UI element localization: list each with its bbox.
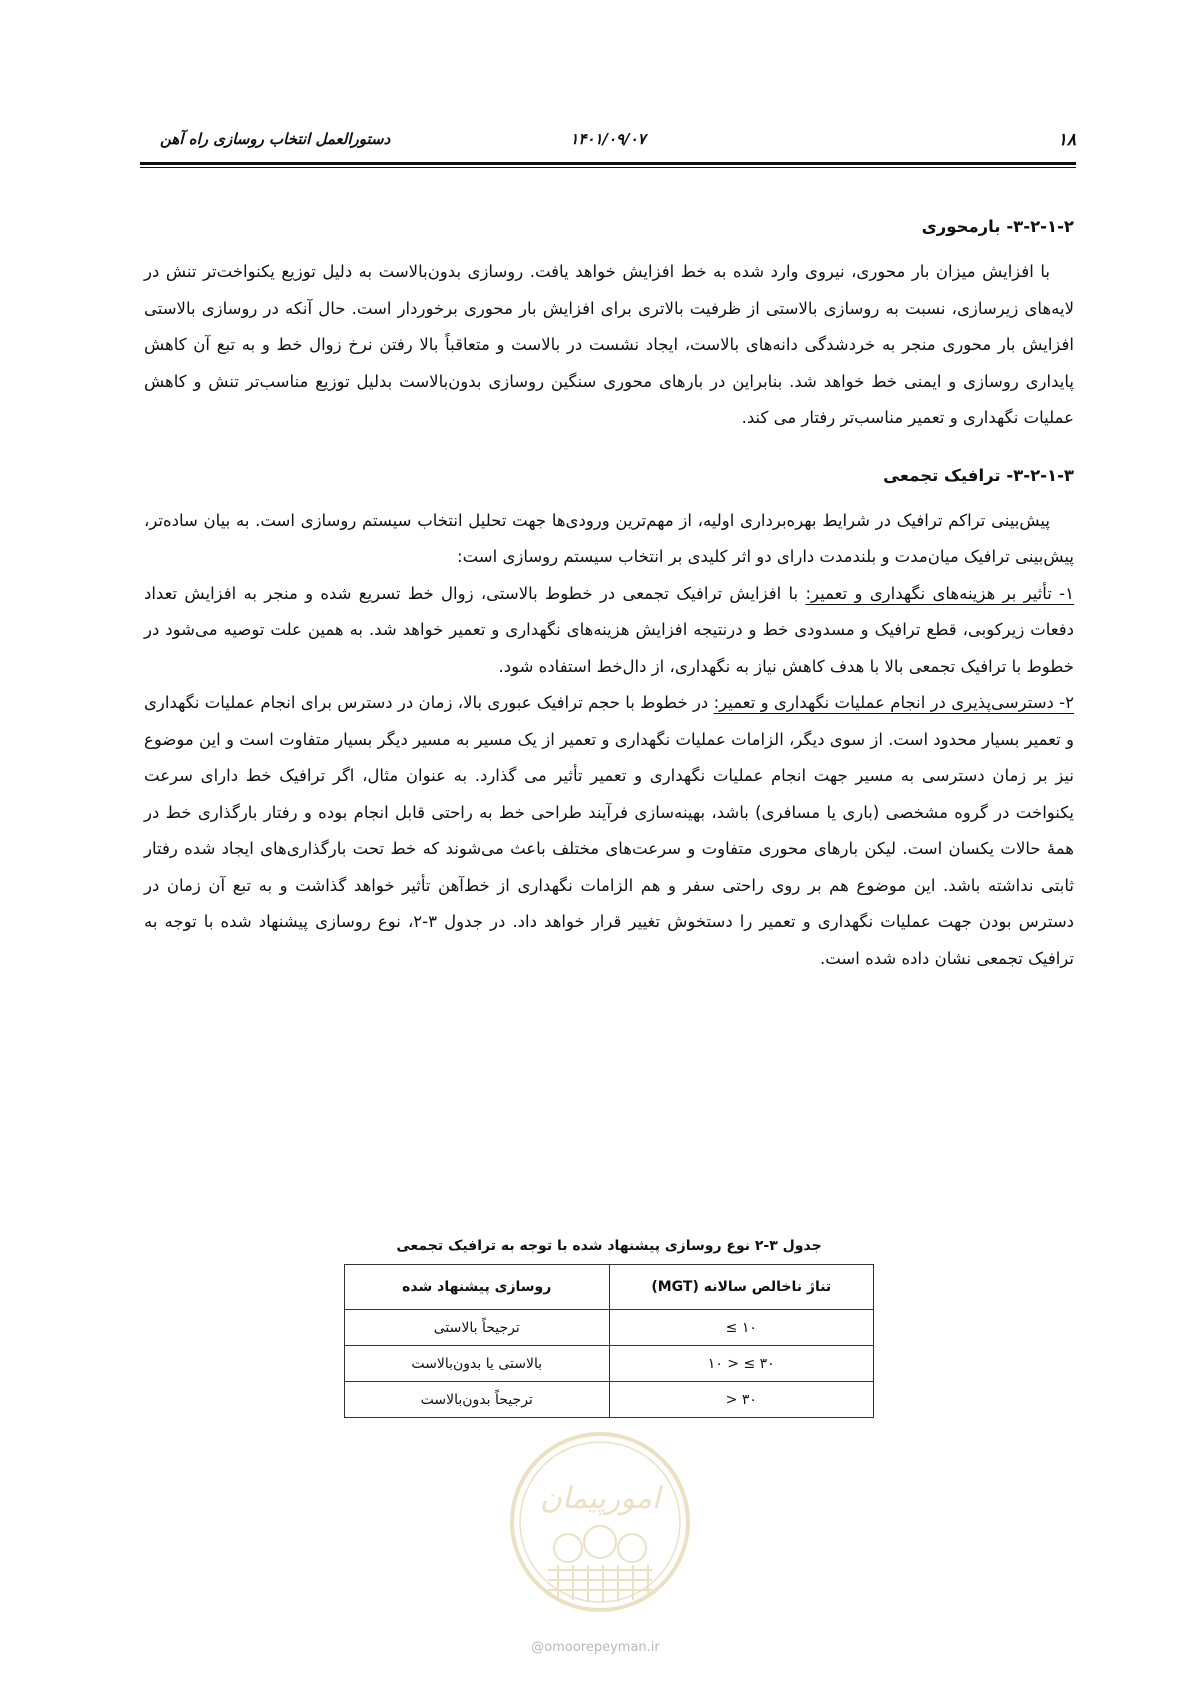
paragraph-item-1 [144, 576, 1074, 686]
page-number: ۱۸ [1057, 130, 1076, 150]
section-heading-axle-load: ۳-۲-۱-۲- بارمحوری [921, 217, 1074, 236]
paragraph-traffic-intro: پیش‌بینی تراکم ترافیک در شرایط بهره‌برداری اولیه، از مهم‌ترین ورودی‌ها جهت تحلیل انتخاب سیستم روسازی است. به بیان ساده‌تر، پیش‌بینی ترافیک میان‌مدت و بلندمدت دارای دو اثر کلیدی بر انتخاب سیستم روسازی است: [144, 510, 1074, 566]
watermark-site-text: @omoorepeyman.ir [531, 1640, 660, 1655]
item-2-text: در خطوط با حجم ترافیک عبوری بالا، زمان در دسترس برای انجام عملیات نگهداری و تعمیر بسیار محدود است. از سوی دیگر، الزامات عملیات نگهداری و تعمیر از یک مسیر به مسیر دیگر بسیار متفاوت است و این موضوع نیز بر زمان دسترسی به مسیر جهت انجام عملیات نگهداری و تعمیر تأثیر می گذارد. به عنوان مثال، اگر ترافیک خط دارای سرعت یکنواخت در گروه مشخصی (باری یا مسافری) باشد، بهینه‌سازی فرآیند طراحی خط به راحتی قابل انجام بوده و رفتار بارگذاری خط در همهٔ حالات یکسان است. لیکن بارهای محوری متفاوت و سرعت‌های مختلف باعث می‌شوند که خط تحت بارگذاری‌های ایجاد شده رفتار ثابتی نداشته باشد. این موضوع هم بر روی راحتی سفر و هم الزامات نگهداری از خط‌آهن تأثیر خواهد گذاشت و به تبع آن زمان در دسترس بودن جهت عملیات نگهداری و تعمیر را دستخوش تغییر قرار خواهد داد. در جدول ۳-۲، نوع روسازی پیشنهاد شده با توجه به ترافیک تجمعی نشان داده شده است. [144, 693, 1074, 968]
table-header-pavement: روسازی پیشنهاد شده [345, 1265, 610, 1310]
table-row [345, 1382, 874, 1418]
watermark-seal-icon [508, 1430, 692, 1614]
table-row [345, 1310, 874, 1346]
table-cell-pavement: ترجیحاً بدون‌بالاست [345, 1382, 610, 1418]
seal-text: امورپیمان [539, 1481, 661, 1516]
table-cell-mgt: ۳۰ < [609, 1382, 874, 1418]
item-2-label: ۲- دسترسی‌پذیری در انجام عملیات نگهداری و تعمیر: [713, 693, 1075, 712]
table-header-row [345, 1265, 874, 1310]
table-cell-pavement: ترجیحاً بالاستی [345, 1310, 610, 1346]
item-1-label: ۱- تأثیر بر هزینه‌های نگهداری و تعمیر: [805, 583, 1075, 603]
paragraph-axle-load: با افزایش میزان بار محوری، نیروی وارد شده به خط افزایش خواهد یافت. روسازی بدون‌بالاست به دلیل توزیع یکنواخت‌تر تنش در لایه‌های زیرسازی، نسبت به روسازی بالاستی از ظرفیت بالاتری برای افزایش بار محوری برخوردار است. حال آنکه در روسازی بالاستی افزایش بار محوری منجر به خردشدگی دانه‌های بالاست، ایجاد نشست در بالاست و متعاقباً بالا رفتن نرخ زوال خط و به تبع آن کاهش پایداری روسازی و ایمنی خط خواهد شد. بنابراین در بارهای محوری سنگین روسازی بدون‌بالاست بدلیل توزیع مناسب‌تر تنش و کاهش عملیات نگهداری و تعمیر مناسب‌تر رفتار می کند. [144, 262, 1074, 427]
header-rule [140, 162, 1076, 165]
header-title: دستورالعمل انتخاب روسازی راه آهن [160, 130, 391, 148]
header-date: ۱۴۰۱/۰۹/۰۷ [570, 130, 646, 148]
table-cell-mgt: ۳۰ ≥ < ۱۰ [609, 1346, 874, 1382]
table-caption: جدول ۳-۲ نوع روسازی پیشنهاد شده با توجه به ترافیک تجمعی [396, 1238, 822, 1254]
pavement-table-block [344, 1238, 874, 1418]
paragraph-item-2 [144, 685, 1074, 977]
pavement-table [344, 1264, 874, 1418]
page-header [140, 130, 1076, 156]
table-header-mgt: تناژ ناخالص سالانه (MGT) [609, 1265, 874, 1310]
header-rule-thin [140, 167, 1076, 168]
table-cell-pavement: بالاستی یا بدون‌بالاست [345, 1346, 610, 1382]
table-cell-mgt: ۱۰ ≥ [609, 1310, 874, 1346]
body-content [144, 210, 1074, 977]
table-row [345, 1346, 874, 1382]
item-1-text: با افزایش ترافیک تجمعی در خطوط بالاستی، زوال خط تسریع شده و منجر به افزایش تعداد دفعات زیرکوبی، قطع ترافیک و مسدودی خط و درنتیجه افزایش هزینه‌های نگهداری و تعمیر خواهد شد. به همین علت توصیه می‌شود در خطوط با ترافیک تجمعی بالا با هدف کاهش نیاز به نگهداری، از دال‌خط استفاده شود. [144, 583, 1074, 676]
section-heading-cumulative-traffic: ۳-۲-۱-۳- ترافیک تجمعی [883, 465, 1074, 485]
